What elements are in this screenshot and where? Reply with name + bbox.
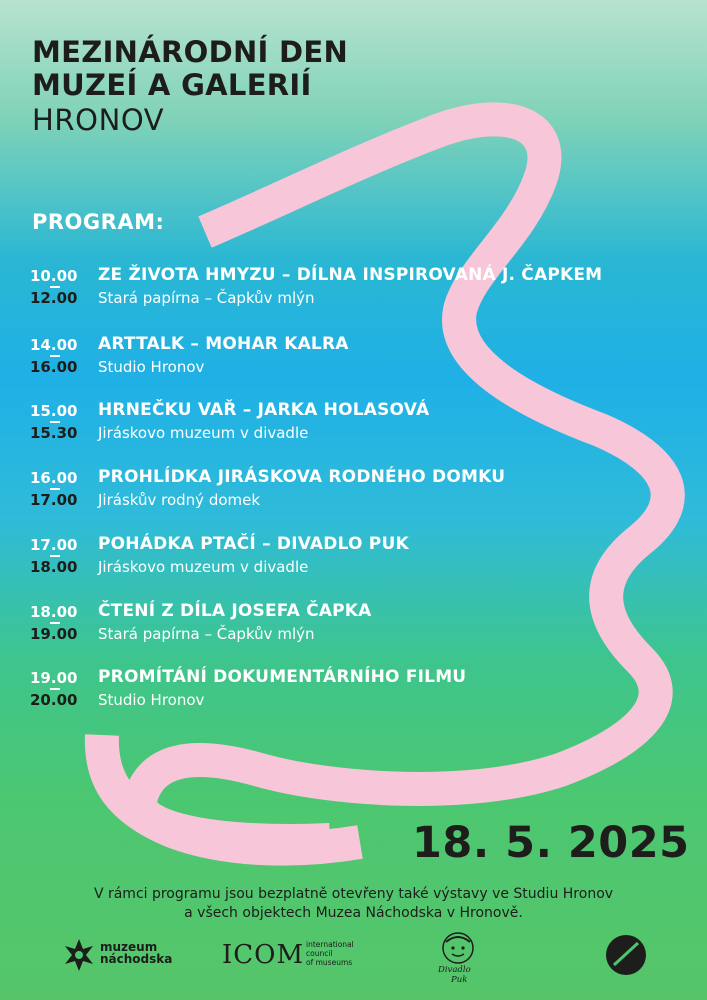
event-venue: Stará papírna – Čapkův mlýn bbox=[98, 625, 315, 643]
event-title: ARTTALK – MOHAR KALRA bbox=[98, 334, 349, 354]
program-item bbox=[30, 669, 670, 717]
slash-circle-icon bbox=[604, 933, 648, 977]
title-line-1: MEZINÁRODNÍ DEN bbox=[32, 35, 349, 69]
event-end-time: 18.00 bbox=[30, 558, 78, 576]
program-item bbox=[30, 469, 670, 517]
note-line-2: a všech objektech Muzea Náchodska v Hronově. bbox=[184, 905, 523, 921]
program-item bbox=[30, 402, 670, 450]
event-venue: Jiráskovo muzeum v divadle bbox=[98, 558, 309, 576]
divadlo-text: Divadlo bbox=[438, 965, 471, 975]
event-end-time: 19.00 bbox=[30, 625, 78, 643]
studio-circle-logo bbox=[604, 933, 648, 977]
event-end-time: 12.00 bbox=[30, 289, 78, 307]
event-title: ČTENÍ Z DÍLA JOSEFA ČAPKA bbox=[98, 601, 372, 621]
event-venue: Studio Hronov bbox=[98, 358, 205, 376]
muzeum-nachodska-logo bbox=[62, 936, 182, 974]
event-start-time: 10.00 bbox=[30, 267, 78, 285]
program-item bbox=[30, 336, 670, 384]
event-title: PROHLÍDKA JIRÁSKOVA RODNÉHO DOMKU bbox=[98, 467, 506, 487]
note-line-1: V rámci programu jsou bezplatně otevřeny také výstavy ve Studiu Hronov bbox=[93, 886, 614, 902]
icom-sub-2: council bbox=[306, 949, 333, 958]
event-end-time: 15.30 bbox=[30, 424, 78, 442]
time-separator bbox=[50, 421, 60, 423]
time-separator bbox=[50, 286, 60, 288]
event-venue: Jiráskovo muzeum v divadle bbox=[98, 424, 309, 442]
muzeum-logo-text-1: muzeum bbox=[100, 940, 158, 954]
program-item bbox=[30, 603, 670, 651]
program-heading: PROGRAM: bbox=[32, 210, 165, 234]
time-separator bbox=[50, 488, 60, 490]
event-venue: Studio Hronov bbox=[98, 691, 205, 709]
event-start-time: 17.00 bbox=[30, 536, 78, 554]
icom-sub-3: of museums bbox=[306, 958, 353, 967]
event-end-time: 20.00 bbox=[30, 691, 78, 709]
icom-logo-text: ICOM bbox=[222, 940, 305, 970]
event-end-time: 17.00 bbox=[30, 491, 78, 509]
star-mark-icon bbox=[62, 938, 96, 972]
time-separator bbox=[50, 555, 60, 557]
free-entry-note bbox=[0, 885, 707, 923]
event-start-time: 19.00 bbox=[30, 669, 78, 687]
title-line-2: MUZEÍ A GALERIÍ bbox=[32, 68, 312, 102]
event-title: POHÁDKA PTAČÍ – DIVADLO PUK bbox=[98, 534, 409, 554]
event-date: 18. 5. 2025 bbox=[412, 818, 690, 868]
event-title: PROMÍTÁNÍ DOKUMENTÁRNÍHO FILMU bbox=[98, 667, 467, 687]
time-separator bbox=[50, 355, 60, 357]
event-venue: Stará papírna – Čapkův mlýn bbox=[98, 289, 315, 307]
event-venue: Jiráskův rodný domek bbox=[98, 491, 261, 509]
event-title: HRNEČKU VAŘ – JARKA HOLASOVÁ bbox=[98, 400, 430, 420]
puppet-face-icon bbox=[436, 930, 480, 966]
city-name: HRONOV bbox=[32, 103, 165, 137]
event-start-time: 14.00 bbox=[30, 336, 78, 354]
event-start-time: 18.00 bbox=[30, 603, 78, 621]
icom-sub-1: international bbox=[306, 940, 354, 949]
program-item bbox=[30, 536, 670, 584]
puk-text: Puk bbox=[451, 975, 468, 985]
event-title: ZE ŽIVOTA HMYZU – DÍLNA INSPIROVANÁ J. ČAPKEM bbox=[98, 265, 603, 285]
divadlo-puk-logo bbox=[436, 930, 480, 988]
time-separator bbox=[50, 688, 60, 690]
page-title bbox=[32, 36, 348, 138]
time-separator bbox=[50, 622, 60, 624]
event-start-time: 15.00 bbox=[30, 402, 78, 420]
program-item bbox=[30, 267, 670, 315]
event-end-time: 16.00 bbox=[30, 358, 78, 376]
muzeum-logo-text-2: náchodska bbox=[100, 952, 173, 966]
icom-logo bbox=[222, 936, 357, 976]
event-start-time: 16.00 bbox=[30, 469, 78, 487]
